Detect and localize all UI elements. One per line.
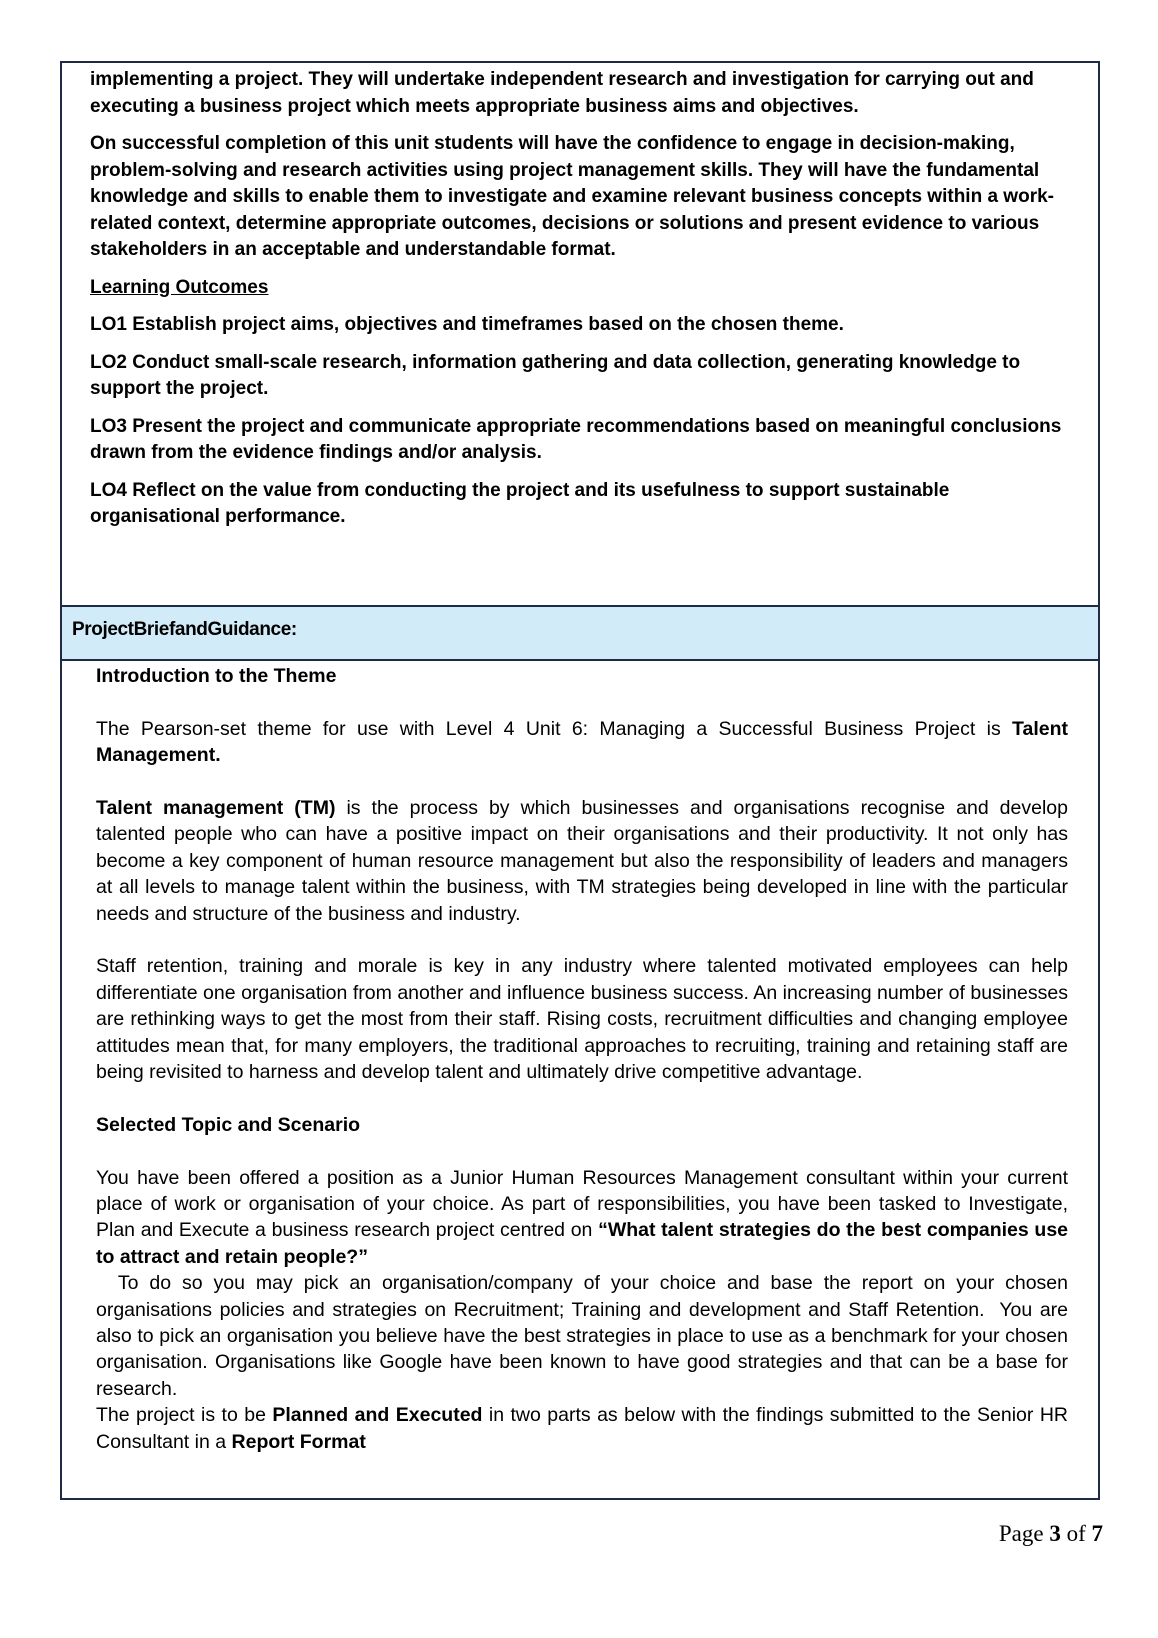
learning-outcome-1: LO1 Establish project aims, objectives and timeframes based on the chosen theme.	[90, 314, 844, 335]
research-question: “What talent strategies do the best companies use to attract and retain people?”	[96, 1219, 1069, 1268]
theme-heading: Introduction to the Theme	[96, 665, 337, 687]
scenario-heading: Selected Topic and Scenario	[96, 1113, 361, 1136]
scenario-paragraph	[96, 1165, 1068, 1271]
learning-outcome-2: LO2 Conduct small-scale research, information gathering and data collection, generating knowledge to support the project.	[90, 351, 1021, 399]
project-brief-label: ProjectBriefandGuidance:	[72, 619, 297, 640]
plan-text-1: The project is to be	[96, 1404, 273, 1427]
page-number	[999, 1521, 1103, 1547]
current-page: 3	[1049, 1521, 1061, 1546]
tm-term: Talent management (TM)	[96, 797, 336, 819]
intro-paragraph-1: implementing a project. They will undertake independent research and investigation for carrying out and executing a business project which meets appropriate business aims and objectives.	[90, 69, 1034, 117]
intro-paragraph-2: On successful completion of this unit students will have the confidence to engage in decision-making, problem-solving and research activities using project management skills. They will have the fundamental knowledge and skills to enable them to investigate and examine relevant business concepts within a work-related context, determine appropriate outcomes, decisions or solutions and present evidence to various stakeholders in an acceptable and understandable format.	[90, 133, 1054, 260]
learning-outcome-3: LO3 Present the project and communicate appropriate recommendations based on meaningful conclusions drawn from the evidence findings and/or analysis.	[90, 415, 1062, 463]
plan-paragraph	[96, 1402, 1068, 1455]
theme-paragraph	[96, 716, 1068, 769]
tm-paragraph	[96, 795, 1068, 927]
plan-emphasis-2: Report Format	[231, 1430, 366, 1453]
page-prefix: Page	[998, 1521, 1044, 1546]
plan-emphasis-1: Planned and Executed	[272, 1404, 483, 1427]
learning-outcomes-heading: Learning Outcomes	[90, 276, 269, 298]
unit-description-section	[62, 63, 1098, 605]
theme-text: The Pearson-set theme for use with Level 4 Unit 6: Managing a Successful Business Project is	[96, 717, 1013, 740]
organisation-choice-paragraph: To do so you may pick an organisation/company of your choice and base the report on your chosen organisations policies and strategies on Recruitment; Training and development and Staff Retention. You are also to pick an organisation you believe have the best strategies in place to use as a benchmark for your chosen organisation. Organisations like Google have been known to have good strategies and that can be a base for research.	[96, 1272, 1074, 1400]
plan-text-2: in two parts as below with the findings submitted to the Senior HR Consultant in a	[96, 1404, 1068, 1453]
learning-outcome-4: LO4 Reflect on the value from conducting the project and its usefulness to support sustainable organisational performance.	[90, 479, 950, 527]
tm-text: is the process by which businesses and organisations recognise and develop talented people who can have a positive impact on their organisations and their productivity. It not only has become a key component of human resource management but also the responsibility of leaders and managers at all levels to manage talent within the business, with TM strategies being developed in line with the particular needs and structure of the business and industry.	[96, 797, 1068, 925]
page-of: of	[1066, 1521, 1086, 1546]
theme-name: Talent Management.	[96, 717, 1068, 767]
staff-retention-paragraph: Staff retention, training and morale is key in any industry where talented motivated employees can help differentiate one organisation from another and influence business success. An increasing number of businesses are rethinking ways to get the most from their staff. Rising costs, recruitment difficulties and changing employee attitudes mean that, for many employers, the traditional approaches to recruiting, training and retaining staff are being revisited to harness and develop talent and ultimately drive competitive advantage.	[96, 955, 1068, 1084]
project-brief-section	[62, 661, 1098, 1498]
total-pages: 7	[1091, 1521, 1103, 1546]
scenario-text: You have been offered a position as a Junior Human Resources Management consultant within your current place of work or organisation of your choice. As part of responsibilities, you have been tasked to Investigate, Plan and Execute a business research project centred on	[96, 1166, 1068, 1242]
document-frame	[60, 61, 1100, 1500]
section-header-band	[62, 605, 1098, 661]
